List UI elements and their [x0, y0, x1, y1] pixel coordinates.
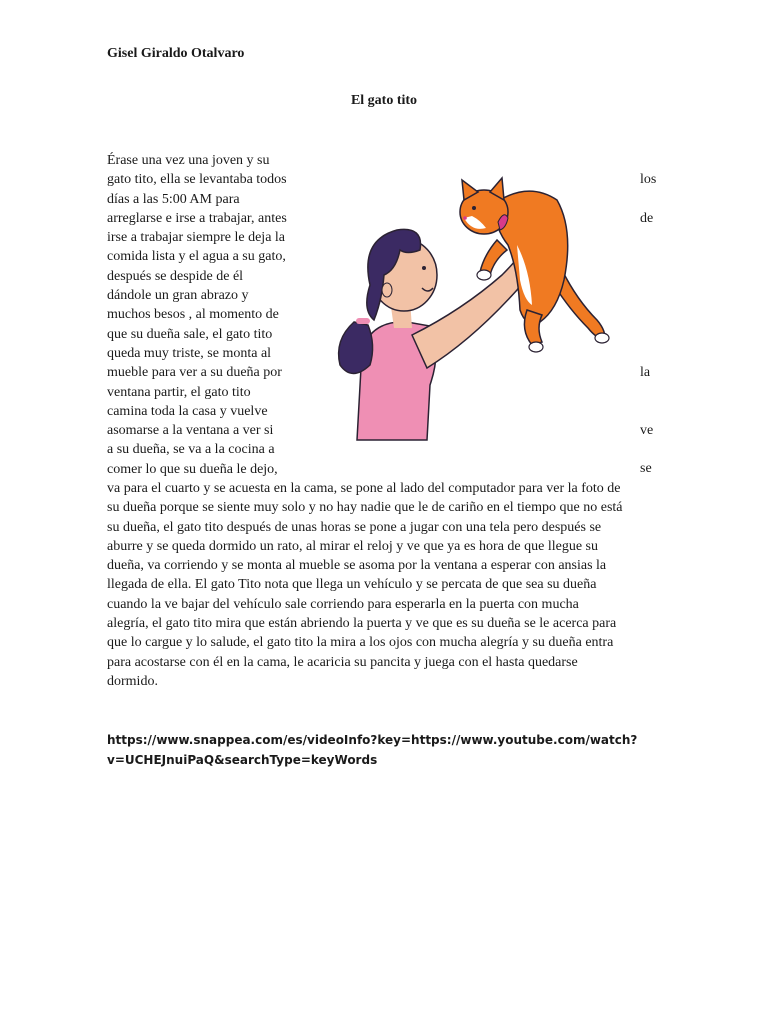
cat-hind-paw [529, 342, 543, 352]
story-title-text: El gato tito [350, 93, 418, 108]
source-link-line[interactable]: v=UCHEJnuiPaQ&searchType=keyWords [107, 753, 378, 767]
text-line: muchos besos , al momento de [107, 307, 279, 323]
text-line: dueña, va corriendo y se monta al mueble se asoma por la ventana a esperar con ansias la [107, 558, 607, 574]
text-line: alegría, el gato tito mira que están abriendo la puerta y ve que es su dueña se le acerca para [107, 616, 617, 632]
wrapped-word-los: los [640, 172, 657, 187]
cat-front-paw [477, 270, 491, 280]
wrapped-word-se: se [640, 461, 652, 476]
wrapped-word-la: la [640, 365, 651, 380]
text-line: camina toda la casa y vuelve [107, 403, 268, 419]
text-line: ventana partir, el gato tito [107, 384, 251, 400]
woman-holding-cat-illustration [312, 150, 642, 445]
woman-eye [422, 266, 426, 270]
text-line: llegada de ella. El gato Tito nota que llega un vehículo y se percata de que sea su dueña [107, 577, 597, 593]
text-line: para acostarse con él en la cama, le acaricia su pancita y juega con el hasta quedarse [107, 654, 578, 670]
text-line: que lo cargue y lo salude, el gato tito la mira a los ojos con mucha alegría y su dueña entra [107, 635, 614, 651]
author-name: Gisel Giraldo Otalvaro [107, 46, 245, 61]
text-line: gato tito, ella se levantaba todos [107, 172, 287, 188]
text-line: días a las 5:00 AM para [107, 191, 240, 207]
text-line: que su dueña sale, el gato tito [107, 326, 273, 342]
wrapped-text-column [107, 151, 307, 479]
woman-ponytail [339, 322, 373, 374]
cat-nose [463, 216, 467, 220]
full-width-paragraph [107, 479, 663, 691]
text-line: su dueña porque se siente muy solo y no hay nadie que le de cariño en el tiempo que no está [107, 500, 623, 516]
cat-hind-leg [524, 310, 542, 345]
text-line: cuando la ve bajar del vehículo sale corriendo para esperarla en la puerta con mucha [107, 596, 579, 612]
wrapped-word-de: de [640, 211, 654, 226]
text-line: arreglarse e irse a trabajar, antes [107, 210, 287, 226]
wrapped-word-ve: ve [640, 423, 654, 438]
hair-tie [356, 318, 370, 324]
source-link[interactable] [107, 730, 637, 770]
text-line: Érase una vez una joven y su [107, 153, 270, 168]
story-title [0, 93, 768, 109]
text-line: aburre y se queda dormido un rato, al mirar el reloj y ve que ya es hora de que llegue su [107, 538, 598, 554]
text-line: asomarse a la ventana a ver si [107, 423, 274, 439]
text-line: comida lista y el agua a su gato, [107, 249, 286, 265]
cat-tail-tip [595, 333, 609, 343]
text-line: comer lo que su dueña le dejo, [107, 461, 278, 477]
text-line: su dueña, el gato tito después de unas horas se pone a jugar con una tela pero después se [107, 519, 602, 535]
text-line: dormido. [107, 673, 158, 689]
text-line: después se despide de él [107, 268, 244, 284]
text-line: irse a trabajar siempre le deja la [107, 230, 286, 246]
text-line: dándole un gran abrazo y [107, 288, 249, 304]
source-link-line[interactable]: https://www.snappea.com/es/videoInfo?key=https://www.youtube.com/watch? [107, 733, 638, 747]
cat-eye [472, 206, 476, 210]
woman-ear [382, 283, 392, 297]
text-line: mueble para ver a su dueña por [107, 365, 282, 381]
text-line: va para el cuarto y se acuesta en la cama, se pone al lado del computador para ver la foto de [107, 481, 621, 496]
text-line: a su dueña, se va a la cocina a [107, 442, 275, 458]
text-line: queda muy triste, se monta al [107, 345, 272, 361]
